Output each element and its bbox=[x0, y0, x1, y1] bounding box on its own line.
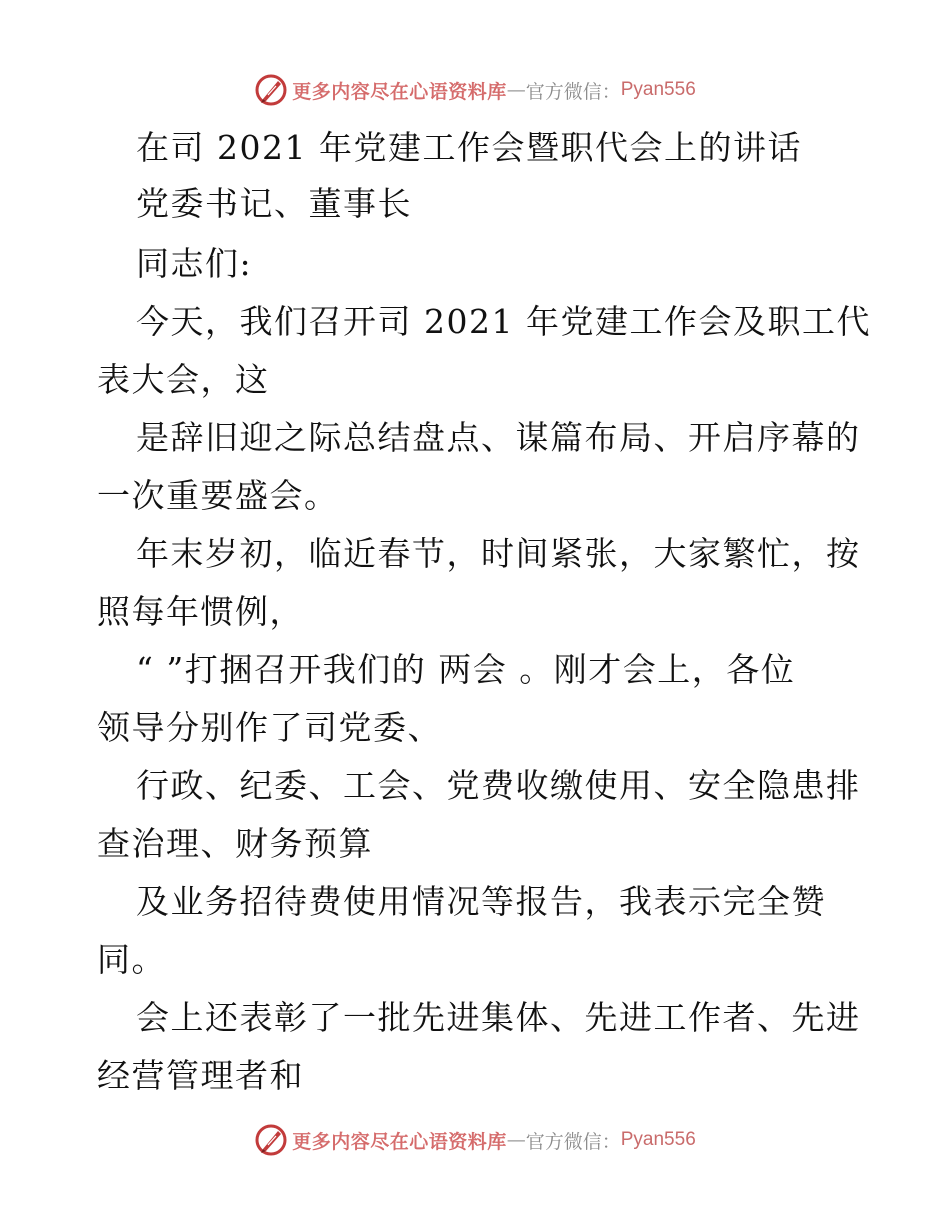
paragraph-line: “ ”打捆召开我们的 两会 。刚才会上，各位 bbox=[136, 650, 796, 689]
banner-wechat-label: 官方微信： bbox=[525, 1130, 621, 1153]
paragraph-line: 行政、纪委、工会、党费收缴使用、安全隐患排 bbox=[136, 766, 861, 805]
paragraph-line: 今天，我们召开司 2021 年党建工作会及职工代 bbox=[136, 302, 871, 341]
paragraph-line: 一次重要盛会。 bbox=[97, 476, 339, 515]
banner-wechat-id: Pyan556 bbox=[620, 1129, 696, 1150]
header-banner bbox=[0, 70, 950, 110]
footer-banner bbox=[0, 1120, 950, 1160]
paragraph-line: 经营管理者和 bbox=[97, 1056, 304, 1095]
document-author: 党委书记、董事长 bbox=[136, 184, 412, 223]
document-title: 在司 2021 年党建工作会暨职代会上的讲话 bbox=[136, 128, 802, 167]
banner-wechat-label: 官方微信： bbox=[525, 80, 621, 103]
quill-pen-logo-icon bbox=[254, 1123, 288, 1157]
banner-dash: — bbox=[506, 79, 526, 101]
paragraph-line: 是辞旧迎之际总结盘点、谋篇布局、开启序幕的 bbox=[136, 418, 861, 457]
quill-pen-logo-icon bbox=[254, 73, 288, 107]
salutation: 同志们: bbox=[136, 244, 253, 283]
footer-banner-content bbox=[254, 1123, 696, 1157]
header-banner-content bbox=[254, 73, 696, 107]
paragraph-line: 同。 bbox=[97, 940, 166, 979]
banner-wechat-id: Pyan556 bbox=[620, 79, 696, 100]
paragraph-line: 及业务招待费使用情况等报告，我表示完全赞 bbox=[136, 882, 826, 921]
paragraph-line: 会上还表彰了一批先进集体、先进工作者、先进 bbox=[136, 998, 861, 1037]
banner-main-text: 更多内容尽在心语资料库 bbox=[292, 1130, 507, 1153]
paragraph-line: 年末岁初，临近春节，时间紧张，大家繁忙，按 bbox=[136, 534, 861, 573]
paragraph-line: 照每年惯例， bbox=[97, 592, 304, 631]
banner-dash: — bbox=[506, 1129, 526, 1151]
paragraph-line: 领导分别作了司党委、 bbox=[97, 708, 442, 747]
paragraph-line: 查治理、财务预算 bbox=[97, 824, 373, 863]
paragraph-line: 表大会，这 bbox=[97, 360, 270, 399]
banner-main-text: 更多内容尽在心语资料库 bbox=[292, 80, 507, 103]
